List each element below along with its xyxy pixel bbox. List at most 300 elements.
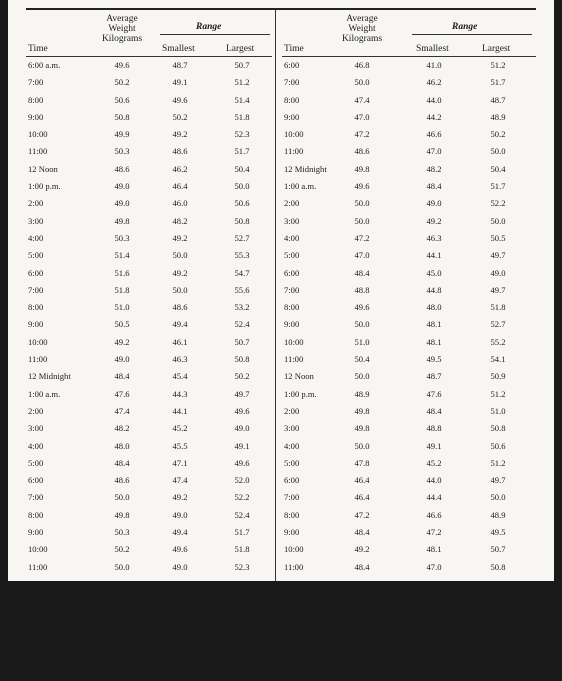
table-header xyxy=(282,12,536,56)
average-weight-cell: 49.8 xyxy=(354,405,370,416)
header-rule xyxy=(26,56,272,57)
smallest-cell: 47.2 xyxy=(426,613,442,624)
smallest-cell: 50.2 xyxy=(172,111,188,122)
average-weight-cell: 51.0 xyxy=(354,336,370,347)
table-row xyxy=(282,283,536,300)
time-cell: 12 Noon xyxy=(28,578,58,589)
smallest-cell: 46.2 xyxy=(426,77,442,88)
table-row xyxy=(282,75,536,92)
largest-cell: 49.1 xyxy=(234,440,250,451)
range-header: Range xyxy=(196,22,222,32)
largest-cell: 52.2 xyxy=(490,198,506,209)
table-row xyxy=(282,196,536,213)
smallest-cell: 48.2 xyxy=(426,163,442,174)
time-cell: 5:00 xyxy=(284,665,300,676)
largest-cell: 49.7 xyxy=(234,388,250,399)
table-row xyxy=(282,421,536,438)
largest-header: Largest xyxy=(482,44,511,54)
largest-cell: 52.4 xyxy=(234,319,250,330)
average-weight-cell: 51.4 xyxy=(114,250,130,261)
average-weight-cell: 49.8 xyxy=(354,163,370,174)
smallest-cell: 49.0 xyxy=(426,630,442,641)
smallest-cell: 49.6 xyxy=(172,94,188,105)
table-row xyxy=(282,93,536,110)
smallest-cell: 44.8 xyxy=(426,284,442,295)
time-cell: 9:00 xyxy=(28,319,44,330)
time-cell: 3:00 xyxy=(28,630,44,641)
average-weight-cell: 48.4 xyxy=(114,630,130,641)
smallest-cell: 41.0 xyxy=(426,60,442,70)
average-weight-cell: 48.8 xyxy=(354,284,370,295)
table-row xyxy=(26,508,272,525)
time-cell: 10:00 xyxy=(284,544,304,555)
average-weight-cell: 51.6 xyxy=(114,267,130,278)
largest-cell: 51.2 xyxy=(490,457,506,468)
smallest-cell: 49.1 xyxy=(426,440,442,451)
smallest-cell: 44.0 xyxy=(426,475,442,486)
average-weight-cell: 50.1 xyxy=(114,596,130,607)
largest-cell: 55.3 xyxy=(234,250,250,261)
table-row xyxy=(26,646,272,663)
smallest-cell: 45.3 xyxy=(172,648,188,659)
time-cell: 4:00 xyxy=(284,232,300,243)
smallest-cell: 49.2 xyxy=(172,492,188,503)
smallest-cell: 50.0 xyxy=(172,284,188,295)
average-weight-cell: 48.4 xyxy=(114,457,130,468)
time-cell: 2:00 xyxy=(284,613,300,624)
time-header: Time xyxy=(28,44,48,54)
smallest-cell: 49.6 xyxy=(172,544,188,555)
column-separator xyxy=(275,10,276,581)
smallest-cell: 46.2 xyxy=(172,163,188,174)
average-weight-cell: 47.8 xyxy=(354,457,370,468)
largest-cell: 50.4 xyxy=(234,163,250,174)
time-cell: 4:00 xyxy=(28,232,44,243)
smallest-cell: 50.5 xyxy=(426,648,442,659)
table-row xyxy=(26,663,272,680)
average-weight-cell: 47.4 xyxy=(354,596,370,607)
average-weight-cell: 50.0 xyxy=(354,371,370,382)
largest-cell: 49.5 xyxy=(490,527,506,538)
average-weight-cell: 50.0 xyxy=(354,215,370,226)
time-cell: 2:00 xyxy=(284,198,300,209)
time-cell: 7:00 xyxy=(28,284,44,295)
average-weight-cell: 49.2 xyxy=(354,544,370,555)
average-weight-cell: 47.4 xyxy=(354,94,370,105)
smallest-cell: 48.6 xyxy=(172,613,188,624)
average-weight-cell: 47.2 xyxy=(114,648,130,659)
largest-cell: 49.6 xyxy=(234,405,250,416)
table-row xyxy=(282,179,536,196)
table-row xyxy=(26,456,272,473)
average-weight-cell: 48.6 xyxy=(114,475,130,486)
smallest-cell: 46.1 xyxy=(172,336,188,347)
time-cell: 3:00 xyxy=(284,423,300,434)
average-weight-cell: 48.6 xyxy=(114,163,130,174)
average-weight-cell: 50.0 xyxy=(354,319,370,330)
largest-cell: 50.0 xyxy=(490,146,506,157)
table-row xyxy=(26,214,272,231)
smallest-cell: 47.2 xyxy=(172,630,188,641)
smallest-cell: 49.4 xyxy=(172,596,188,607)
table-row xyxy=(282,612,536,629)
largest-cell: 49.0 xyxy=(490,596,506,607)
smallest-cell: 48.8 xyxy=(426,423,442,434)
time-cell: 12 Midnight xyxy=(28,371,71,382)
smallest-cell: 45.2 xyxy=(172,423,188,434)
table-row xyxy=(282,387,536,404)
table-row xyxy=(26,196,272,213)
smallest-cell: 46.3 xyxy=(426,232,442,243)
time-cell: 5:00 xyxy=(284,457,300,468)
smallest-cell: 46.6 xyxy=(426,509,442,520)
largest-cell: 54.1 xyxy=(490,354,506,365)
table-row xyxy=(26,525,272,542)
average-weight-cell: 49.6 xyxy=(114,60,130,70)
largest-cell: 50.8 xyxy=(234,354,250,365)
largest-cell: 49.2 xyxy=(490,578,506,589)
smallest-cell: 46.4 xyxy=(172,181,188,192)
average-weight-cell: 46.8 xyxy=(354,60,370,70)
smallest-cell: 48.4 xyxy=(426,181,442,192)
largest-cell: 50.2 xyxy=(490,129,506,140)
average-weight-cell: 47.0 xyxy=(354,111,370,122)
time-cell: 7:00 xyxy=(284,284,300,295)
table-row xyxy=(26,490,272,507)
smallest-cell: 47.6 xyxy=(426,388,442,399)
smallest-cell: 46.4 xyxy=(426,578,442,589)
smallest-cell: 44.2 xyxy=(426,111,442,122)
table-row xyxy=(26,179,272,196)
smallest-cell: 48.7 xyxy=(172,60,188,70)
table-row xyxy=(26,369,272,386)
table-row xyxy=(282,456,536,473)
table-row xyxy=(282,560,536,577)
table-row xyxy=(26,473,272,490)
largest-cell: 51.0 xyxy=(234,613,250,624)
time-cell: 1:00 a.m. xyxy=(284,596,317,607)
average-weight-header: Average Weight Kilograms xyxy=(101,14,143,44)
table-row xyxy=(26,162,272,179)
average-weight-cell: 48.6 xyxy=(354,146,370,157)
largest-cell: 50.8 xyxy=(490,561,506,572)
average-weight-cell: 50.0 xyxy=(114,578,130,589)
smallest-cell: 44.1 xyxy=(426,250,442,261)
table-row xyxy=(26,612,272,629)
table-row xyxy=(26,352,272,369)
left-table xyxy=(26,12,272,681)
time-cell: 12 Noon xyxy=(28,163,58,174)
time-cell: 8:00 xyxy=(284,302,300,313)
smallest-cell: 48.7 xyxy=(426,371,442,382)
smallest-cell: 48.0 xyxy=(426,302,442,313)
average-weight-cell: 48.2 xyxy=(114,423,130,434)
time-cell: 3:00 xyxy=(284,215,300,226)
largest-cell: 48.7 xyxy=(490,94,506,105)
smallest-cell: 49.4 xyxy=(172,527,188,538)
average-weight-cell: 49.2 xyxy=(114,336,130,347)
smallest-cell: 44.4 xyxy=(426,492,442,503)
table-row xyxy=(282,629,536,646)
largest-cell: 50.5 xyxy=(490,232,506,243)
average-weight-cell: 49.0 xyxy=(114,354,130,365)
table-row xyxy=(26,629,272,646)
average-weight-cell: 46.4 xyxy=(354,492,370,503)
smallest-cell: 48.6 xyxy=(172,302,188,313)
smallest-cell: 47.2 xyxy=(426,527,442,538)
average-weight-cell: 51.0 xyxy=(354,648,370,659)
range-rule xyxy=(160,34,270,35)
largest-cell: 51.8 xyxy=(234,544,250,555)
time-cell: 6:00 a.m. xyxy=(28,60,61,70)
average-weight-cell: 49.0 xyxy=(114,198,130,209)
time-cell: 10:00 xyxy=(28,336,48,347)
time-cell: 12 Noon xyxy=(284,371,314,382)
time-cell: 6:00 xyxy=(284,60,300,70)
average-weight-cell: 47.2 xyxy=(354,232,370,243)
smallest-cell: 45.0 xyxy=(426,267,442,278)
smallest-cell: 49.0 xyxy=(172,561,188,572)
table-row xyxy=(282,335,536,352)
average-weight-cell: 46.4 xyxy=(354,475,370,486)
average-weight-cell: 46.8 xyxy=(114,665,130,676)
largest-cell: 49.0 xyxy=(234,665,250,676)
time-cell: 11:00 xyxy=(284,146,304,157)
largest-cell: 50.9 xyxy=(234,648,250,659)
table-row xyxy=(282,439,536,456)
average-weight-cell: 48.9 xyxy=(354,388,370,399)
smallest-cell: 48.8 xyxy=(172,578,188,589)
smallest-cell: 49.5 xyxy=(426,354,442,365)
time-cell: 1:00 p.m. xyxy=(28,596,61,607)
largest-cell: 51.4 xyxy=(490,613,506,624)
largest-cell: 50.7 xyxy=(234,60,250,70)
table-row xyxy=(282,594,536,611)
time-cell: 9:00 xyxy=(284,111,300,122)
table-row xyxy=(26,542,272,559)
largest-cell: 54.7 xyxy=(234,267,250,278)
largest-cell: 49.7 xyxy=(490,475,506,486)
average-weight-cell: 47.6 xyxy=(114,388,130,399)
average-weight-cell: 50.0 xyxy=(354,77,370,88)
average-weight-cell: 48.0 xyxy=(114,440,130,451)
largest-cell: 49.6 xyxy=(234,457,250,468)
smallest-cell: 47.1 xyxy=(172,457,188,468)
right-table xyxy=(282,12,536,681)
smallest-header: Smallest xyxy=(416,44,449,54)
largest-cell: 51.2 xyxy=(490,60,506,70)
largest-cell: 50.7 xyxy=(234,336,250,347)
largest-cell: 50.0 xyxy=(234,181,250,192)
time-cell: 9:00 xyxy=(28,111,44,122)
average-weight-cell: 50.6 xyxy=(114,94,130,105)
time-cell: 8:00 xyxy=(284,94,300,105)
smallest-cell: 46.0 xyxy=(172,198,188,209)
smallest-cell: 48.1 xyxy=(426,544,442,555)
smallest-cell: 49.4 xyxy=(172,319,188,330)
average-weight-cell: 50.2 xyxy=(114,544,130,555)
time-cell: 5:00 xyxy=(28,457,44,468)
table-row xyxy=(282,248,536,265)
average-weight-cell: 49.6 xyxy=(354,630,370,641)
largest-cell: 48.9 xyxy=(490,509,506,520)
time-cell: 6:00 xyxy=(284,475,300,486)
smallest-cell: 45.4 xyxy=(172,371,188,382)
time-cell: 1:00 a.m. xyxy=(28,388,61,399)
smallest-cell: 46.8 xyxy=(426,596,442,607)
largest-cell: 50.9 xyxy=(490,371,506,382)
time-cell: 2:00 xyxy=(28,613,44,624)
time-cell: 11:00 xyxy=(284,561,304,572)
table-row xyxy=(282,508,536,525)
largest-header: Largest xyxy=(226,44,255,54)
smallest-cell: 46.3 xyxy=(172,354,188,365)
time-cell: 10:00 xyxy=(28,544,48,555)
smallest-cell: 47.4 xyxy=(172,475,188,486)
table-header xyxy=(26,12,272,56)
time-cell: 11:00 xyxy=(28,146,48,157)
time-cell: 1:00 p.m. xyxy=(28,181,61,192)
largest-cell: 53.6 xyxy=(234,596,250,607)
smallest-cell: 49.2 xyxy=(172,129,188,140)
smallest-cell: 50.0 xyxy=(172,250,188,261)
time-cell: 11:00 xyxy=(284,354,304,365)
table-row xyxy=(26,283,272,300)
largest-cell: 51.9 xyxy=(490,665,506,676)
smallest-cell: 44.0 xyxy=(426,94,442,105)
time-cell: 1:00 a.m. xyxy=(284,181,317,192)
smallest-cell: 48.2 xyxy=(172,215,188,226)
time-cell: 4:00 xyxy=(28,440,44,451)
time-cell: 8:00 xyxy=(28,94,44,105)
time-cell: 11:00 xyxy=(28,561,48,572)
average-weight-cell: 48.4 xyxy=(354,267,370,278)
average-weight-cell: 50.3 xyxy=(114,232,130,243)
time-cell: 4:00 xyxy=(284,440,300,451)
smallest-cell: 45.2 xyxy=(426,457,442,468)
time-cell: 3:00 xyxy=(284,630,300,641)
time-cell: 7:00 xyxy=(284,77,300,88)
largest-cell: 55.2 xyxy=(490,336,506,347)
average-weight-cell: 48.8 xyxy=(354,613,370,624)
time-cell: 4:00 xyxy=(28,648,44,659)
time-cell: 6:00 xyxy=(28,267,44,278)
smallest-cell: 45.5 xyxy=(172,440,188,451)
largest-cell: 50.2 xyxy=(234,371,250,382)
time-cell: 6:00 xyxy=(28,475,44,486)
time-cell: 6:00 xyxy=(284,267,300,278)
smallest-cell: 44.1 xyxy=(172,665,188,676)
table-row xyxy=(26,404,272,421)
time-cell: 9:00 xyxy=(284,319,300,330)
largest-cell: 52.3 xyxy=(234,561,250,572)
largest-cell: 51.7 xyxy=(234,146,250,157)
largest-cell: 50.8 xyxy=(234,215,250,226)
largest-cell: 51.7 xyxy=(490,77,506,88)
largest-cell: 49.7 xyxy=(490,250,506,261)
largest-cell: 52.4 xyxy=(234,509,250,520)
average-weight-cell: 49.6 xyxy=(354,181,370,192)
average-weight-cell: 50.5 xyxy=(114,319,130,330)
table-row xyxy=(26,93,272,110)
largest-cell: 55.6 xyxy=(234,284,250,295)
average-weight-cell: 50.0 xyxy=(354,440,370,451)
smallest-cell: 47.0 xyxy=(426,561,442,572)
largest-cell: 50.8 xyxy=(490,423,506,434)
table-row xyxy=(26,58,272,75)
range-header: Range xyxy=(452,22,478,32)
largest-cell: 50.6 xyxy=(490,630,506,641)
largest-cell: 50.7 xyxy=(490,544,506,555)
table-row xyxy=(26,300,272,317)
smallest-cell: 47.0 xyxy=(426,146,442,157)
smallest-cell: 50.0 xyxy=(426,665,442,676)
top-rule xyxy=(26,8,536,10)
time-cell: 5:00 xyxy=(284,250,300,261)
largest-cell: 51.5 xyxy=(490,648,506,659)
table-body xyxy=(282,58,536,681)
table-row xyxy=(282,127,536,144)
average-weight-cell: 48.4 xyxy=(354,561,370,572)
time-cell: 10:00 xyxy=(284,336,304,347)
table-row xyxy=(282,214,536,231)
time-cell: 12 Midnight xyxy=(284,578,327,589)
largest-cell: 52.2 xyxy=(234,492,250,503)
table-row xyxy=(282,317,536,334)
time-header: Time xyxy=(284,44,304,54)
largest-cell: 50.0 xyxy=(490,492,506,503)
smallest-header: Smallest xyxy=(162,44,195,54)
smallest-cell: 49.2 xyxy=(172,232,188,243)
average-weight-cell: 50.5 xyxy=(354,665,370,676)
largest-cell: 49.7 xyxy=(490,284,506,295)
average-weight-cell: 50.0 xyxy=(114,561,130,572)
largest-cell: 51.2 xyxy=(234,77,250,88)
largest-cell: 51.8 xyxy=(490,302,506,313)
largest-cell: 49.0 xyxy=(234,423,250,434)
table-row xyxy=(282,369,536,386)
average-weight-cell: 50.4 xyxy=(354,354,370,365)
time-cell: 2:00 xyxy=(28,405,44,416)
table-row xyxy=(26,266,272,283)
average-weight-cell: 50.2 xyxy=(114,77,130,88)
table-row xyxy=(26,110,272,127)
average-weight-cell: 49.8 xyxy=(114,509,130,520)
largest-cell: 51.2 xyxy=(490,388,506,399)
smallest-cell: 46.6 xyxy=(426,129,442,140)
time-cell: 2:00 xyxy=(28,198,44,209)
smallest-cell: 49.1 xyxy=(172,77,188,88)
table-row xyxy=(282,404,536,421)
time-cell: 4:00 xyxy=(284,648,300,659)
average-weight-cell: 49.9 xyxy=(114,129,130,140)
time-cell: 8:00 xyxy=(28,302,44,313)
table-row xyxy=(282,525,536,542)
time-cell: 3:00 xyxy=(28,423,44,434)
table-row xyxy=(26,421,272,438)
average-weight-cell: 47.0 xyxy=(354,250,370,261)
time-cell: 7:00 xyxy=(28,492,44,503)
average-weight-cell: 47.2 xyxy=(354,129,370,140)
average-weight-cell: 50.3 xyxy=(114,146,130,157)
table-row xyxy=(282,663,536,680)
time-cell: 5:00 xyxy=(28,250,44,261)
average-weight-cell: 49.0 xyxy=(114,181,130,192)
average-weight-cell: 48.4 xyxy=(354,527,370,538)
smallest-cell: 48.1 xyxy=(426,336,442,347)
table-row xyxy=(26,335,272,352)
time-cell: 7:00 xyxy=(28,77,44,88)
